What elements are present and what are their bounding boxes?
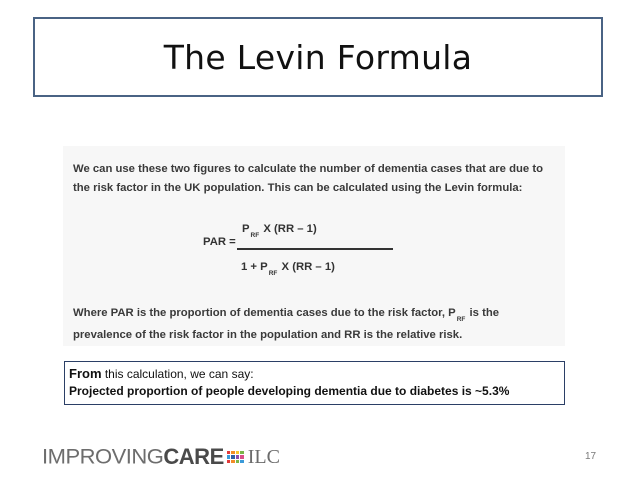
logo-grid-square — [231, 460, 235, 464]
conclusion-callout — [64, 361, 565, 405]
logo-grid-square — [240, 460, 244, 464]
formula-explanation — [73, 303, 558, 345]
numerator-rest: X (RR – 1) — [263, 223, 317, 235]
logo-grid-square — [227, 451, 231, 455]
denominator-pre: 1 + P — [241, 261, 268, 273]
logo-word-care: CARE — [163, 444, 224, 469]
callout-line-1 — [69, 366, 560, 383]
logo-grid-square — [236, 455, 240, 459]
callout-line-1-rest: this calculation, we can say: — [101, 367, 254, 381]
formula-panel — [63, 146, 565, 346]
logo-grid-square — [231, 455, 235, 459]
improving-care-ilc-logo — [42, 444, 280, 470]
callout-lead-word: From — [69, 366, 102, 381]
logo-grid-square — [236, 451, 240, 455]
par-label: PAR = — [203, 236, 236, 248]
numerator-p: P — [242, 223, 250, 235]
explanation-part1: Where PAR is the proportion of dementia cases due to the risk factor, P — [73, 307, 456, 319]
logo-grid-square — [227, 460, 231, 464]
numerator-subscript: RF — [250, 232, 260, 239]
logo-grid-square — [231, 451, 235, 455]
denominator-rest: X (RR – 1) — [281, 261, 335, 273]
logo-grid-square — [227, 455, 231, 459]
logo-word-ilc: ILC — [247, 445, 280, 468]
slide-title: The Levin Formula — [163, 37, 473, 77]
page-number: 17 — [585, 451, 597, 462]
formula-denominator — [241, 261, 335, 277]
formula-intro-text: We can use these two figures to calculate the number of dementia cases that are due to the risk factor in the UK population. This can be calculated using the Levin formula: — [73, 163, 543, 194]
callout-line-2: Projected proportion of people developing dementia due to diabetes is ~5.3% — [69, 383, 510, 398]
explanation-subscript: RF — [456, 316, 466, 323]
formula-numerator — [242, 223, 317, 239]
logo-word-improving: IMPROVING — [42, 444, 164, 469]
logo-grid-square — [236, 460, 240, 464]
denominator-subscript: RF — [268, 270, 278, 277]
explanation-part2: is the prevalence of the risk factor in the population and RR is the relative risk. — [73, 307, 500, 341]
logo-grid-square — [240, 455, 244, 459]
fraction-bar — [237, 248, 393, 250]
title-box — [33, 17, 603, 97]
logo-grid-icon — [227, 451, 244, 464]
logo-grid-square — [240, 451, 244, 455]
